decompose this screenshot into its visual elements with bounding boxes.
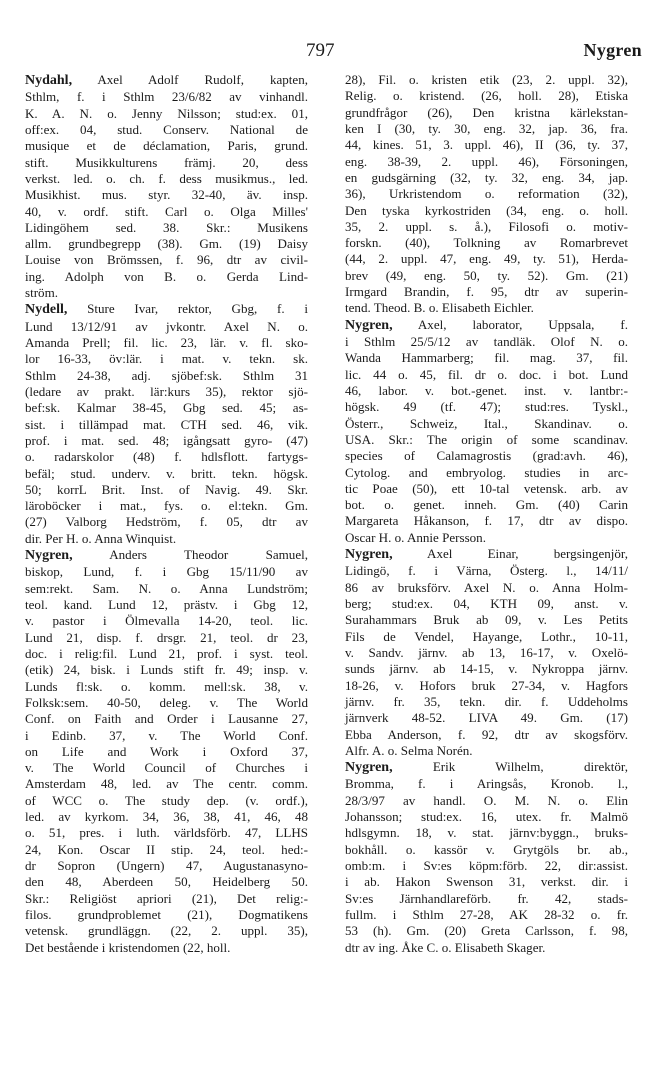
entry-line: tend. Theod. B. o. Elisabeth Eichler. (345, 300, 534, 316)
left-column (25, 72, 308, 956)
entry-line: Musikhist. mus. styr. 32-40, äv. insp. (25, 187, 308, 203)
entry-line: högsk. 49 (tf. 47); stud:res. Tyskl., (345, 399, 628, 415)
entry-line: of WCC o. The study dep. (v. ordf.), (25, 792, 308, 808)
entry-line: den 48, Aberdeen 50, Heidelberg 50. (25, 874, 308, 890)
entry-line: dr Sopron (Ungern) 47, Augustanasyno- (25, 858, 308, 873)
entry-line: vetensk. grundläggn. (22, 2. uppl. 35), (25, 923, 308, 939)
entry-line: off:ex. 04, stud. Conserv. National de (25, 121, 308, 137)
entry-line: grundfrågor (26), Den kristna kärlekstan- (345, 104, 628, 120)
entry-nygren-axel (345, 317, 628, 546)
entry-line: bef:sk. Kalmar 38-45, Gbg sed. 45; as- (25, 400, 308, 416)
entry-nydell-sture-ivar (25, 301, 308, 547)
entry-headline: Nygren, Erik Wilhelm, direktör, (345, 759, 628, 776)
entry-line: 86 av bruksförv. Axel N. o. Anna Holm- (345, 579, 628, 595)
entry-line: (44, 2. uppl. 47, eng. 49, ty. 51), Herda- (345, 251, 628, 267)
entry-line: 40, v. ordf. stift. Carl o. Olga Milles' (25, 203, 308, 219)
entry-headline: Nygren, Axel Einar, bergsingenjör, (345, 546, 628, 563)
entry-line: Relig. o. kristend. (26, holl. 28), Etiska (345, 88, 628, 104)
running-head: Nygren (583, 40, 642, 60)
entry-line: läroböcker i mat., fys. o. el:tekn. Gm. (25, 498, 308, 514)
entry-line: Folksk:sem. 40-50, deleg. v. The World (25, 694, 308, 710)
entry-line: Louise von Brömssen, f. 96, dtr av civil- (25, 252, 308, 268)
entry-headline: Nydahl, Axel Adolf Rudolf, kapten, (25, 72, 308, 88)
entry-line: Margareta Håkanson, f. 17, dtr av dispo. (345, 513, 628, 529)
entry-line: järnv. fr. 35, tekn. dir. f. Uddeholms (345, 693, 628, 709)
entry-line: Amanda Prell; fil. lic. 23, lär. v. fl. sko- (25, 335, 308, 350)
entry-line: brev (49, eng. 50, ty. 52). Gm. (21) (345, 267, 628, 283)
entry-line: (27) Valborg Hedström, f. 05, dtr av (25, 514, 308, 530)
entry-line: ström. (25, 285, 58, 301)
entry-line: 36), Urkristendom o. reformation (32), (345, 186, 628, 202)
entry-line: Johansson; stud:ex. 16, utex. fr. Malmö (345, 809, 628, 825)
entry-line: Wanda Hammarberg; fil. mag. 37, fil. (345, 350, 628, 366)
entry-line: tic Poae (50), ett 10-tal vetensk. arb. av (345, 480, 628, 496)
entry-headline: Nygren, Axel, laborator, Uppsala, f. (345, 316, 628, 333)
entry-line: Alfr. A. o. Selma Norén. (345, 742, 473, 758)
entry-line: 18-26, v. Hofors bruk 27-34, v. Hagfors (345, 677, 628, 693)
entry-line: bokhåll. o. kassör v. Grytgöls br. ab., (345, 841, 628, 857)
entry-nygren-erik-wilhelm (345, 759, 628, 956)
entry-line: i Edinb. 37, v. The World Conf. (25, 727, 308, 743)
entry-nygren-axel-einar (345, 546, 628, 759)
entry-line: i Sthlm 25/5/12 av tandläk. Olof N. o. (345, 334, 628, 349)
entry-line: Skr.: Religiöst apriori (21), Det relig:- (25, 890, 308, 906)
entry-headline: Nygren, Anders Theodor Samuel, (25, 547, 308, 564)
entry-line: 35, 2. uppl. s. å.), Filosofi o. motiv- (345, 218, 628, 234)
entry-line: befäl; stud. underv. v. britt. tekn. högsk. (25, 465, 308, 481)
page-header (0, 40, 664, 66)
entry-line: Amsterdam 48, led. av The centr. comm. (25, 776, 308, 792)
entry-line: hdlsgymn. 18, v. stat. järnv:byggn., bruks- (345, 825, 628, 841)
entry-line: (etik) 24, bisk. i Lunds stift fr. 49; insp. v. (25, 662, 308, 678)
entry-line: berg; stud:ex. 04, KTH 09, anst. v. (345, 596, 628, 611)
entry-line: ken I (30, ty. 30, eng. 32, jap. 36, fra. (345, 120, 628, 136)
entry-line: 44, kines. 51, 3. uppl. 46), II (36, ty. 37, (345, 137, 628, 153)
entry-line: en gudsgärning (32, ty. 32, eng. 34, jap. (345, 169, 628, 185)
entry-line: Ebba Anderson, f. 92, dtr av skogsförv. (345, 726, 628, 742)
entry-line: Irmgard Brandin, f. 95, dtr av superin- (345, 284, 628, 300)
entry-line: Sthlm, f. i Sthlm 23/6/82 av vinhandl. (25, 89, 308, 105)
entry-line: Lunds fl:sk. o. komm. mell:sk. 38, v. (25, 678, 308, 694)
entry-line: lic. 44 o. 45, fil. dr o. doc. i bot. Lund (345, 366, 628, 382)
entry-line: doc. i relig:fil. Lund 21, prof. i syst. teol. (25, 645, 308, 661)
entry-line: Lidingöhem sed. 38. Skr.: Musikens (25, 219, 308, 235)
entry-line: stift. Musikkulturens främj. 20, dess (25, 154, 308, 170)
entry-line: sem:rekt. Sam. N. o. Anna Lundström; (25, 580, 308, 596)
entry-line: ing. Adolph von B. o. Gerda Lind- (25, 268, 308, 284)
entry-line: o. radarskolor (48) f. hdlsflott. fartygs- (25, 449, 308, 465)
page-number: 797 (306, 40, 335, 61)
entry-line: eng. 38-39, 2. uppl. 46), Försoningen, (345, 153, 628, 169)
entry-line: v. Sandv. järnv. ab 13, 16-17, v. Oxelö- (345, 644, 628, 660)
right-column (345, 72, 628, 956)
entry-line: fullm. i Sthlm 27-28, AK 28-32 o. fr. (345, 906, 628, 922)
entry-line: sunds järnv. ab 14-15, v. Nykroppa järnv. (345, 661, 628, 677)
entry-line: K. A. N. o. Jenny Nilsson; stud:ex. 01, (25, 105, 308, 121)
entry-line: filos. grundproblemet (21), Dogmatikens (25, 906, 308, 922)
entry-line: Cytolog. and embryolog. studies in arc- (345, 464, 628, 480)
entry-line: lor 16-33, öv:lär. i mat. v. tekn. sk. (25, 351, 308, 367)
entry-line: (ledare av prakt. lär:kurs 35), rektor sjö- (25, 383, 308, 399)
entry-line: 28/3/97 av handl. O. M. N. o. Elin (345, 792, 628, 808)
entry-line: Lund 13/12/91 av jvkontr. Axel N. o. (25, 318, 308, 334)
entry-headline: 28), Fil. o. kristen etik (23, 2. uppl. 32), (345, 72, 628, 87)
entry-line: Den tyska kyrkostriden (34, eng. o. holl. (345, 202, 628, 218)
entry-line: Sthlm 24-38, adj. sjöbef:sk. Sthlm 31 (25, 367, 308, 383)
entry-line: Surahammars Bruk ab 09, v. Les Petits (345, 612, 628, 628)
entry-headline: Nydell, Sture Ivar, rektor, Gbg, f. i (25, 301, 308, 318)
entry-nydahl-axel-adolf-rudolf (25, 72, 308, 301)
entry-line: bot. o. genet. inneh. Gm. (40) Carin (345, 497, 628, 513)
entry-line: Bromma, f. i Aringsås, Kronob. l., (345, 776, 628, 792)
entry-line: led. av kyrkom. 34, 36, 38, 41, 46, 48 (25, 809, 308, 825)
entry-line: Lund 21, disp. f. drsgr. 21, teol. dr 23, (25, 629, 308, 645)
entry-line: omb:m. i Sv:es köpm:förb. 22, dir:assist. (345, 858, 628, 873)
entry-line: allm. grundbegrepp (38). Gm. (19) Daisy (25, 236, 308, 252)
entry-line: 46, labor. v. bot.-genet. inst. v. lantbr:- (345, 382, 628, 398)
entry-line: dtr av ing. Åke C. o. Elisabeth Skager. (345, 939, 546, 955)
entry-line: teol. kand. Lund 12, prästv. i Gbg 12, (25, 597, 308, 612)
entry-nygren-anders-theodor-samuel (25, 547, 308, 956)
entry-line: v. pastor i Ölmevalla 14-20, teol. lic. (25, 613, 308, 629)
entry-line: Österr., Schweiz, Ital., Skandinav. o. (345, 415, 628, 431)
entry-line: musique et de déclamation, Paris, grund. (25, 138, 308, 154)
entry-line: Det bestående i kristendomen (22, holl. (25, 939, 231, 955)
entry-line: Conf. on Faith and Order i Lausanne 27, (25, 711, 308, 727)
entry-line: Fils de Vendel, Hayange, Lothr., 10-11, (345, 628, 628, 644)
entry-line: o. 51, pres. i luth. världsförb. 47, LLHS (25, 825, 308, 841)
entry-line: dir. Per H. o. Anna Winquist. (25, 530, 177, 546)
entry-line: verkst. led. o. ch. f. dess musikmus., led. (25, 170, 308, 186)
entry-line: v. The World Council of Churches i (25, 760, 308, 776)
entry-line: 24, Kon. Oscar II stip. 24, teol. hed:- (25, 841, 308, 857)
entry-line: järnverk 48-52. LIVA 49. Gm. (17) (345, 710, 628, 726)
entry-line: 50; korrL Brit. Inst. of Navig. 49. Skr. (25, 481, 308, 497)
entry-line: Lidingö, f. i Värna, Österg. l., 14/11/ (345, 563, 628, 579)
entry-line: biskop, Lund, f. i Gbg 15/11/90 av (25, 564, 308, 580)
entry-line: 53 (h). Gm. (20) Greta Carlsson, f. 98, (345, 923, 628, 939)
entry-line: prof. i mat. sed. 48; igångsatt gyro- (47) (25, 432, 308, 448)
entry-nygren-anders-continued (345, 72, 628, 317)
entry-line: sist. i tillämpad mat. CTH sed. 46, vik. (25, 416, 308, 432)
entry-line: i ab. Hakon Swenson 31, verkst. dir. i (345, 874, 628, 890)
entry-line: USA. Skr.: The origin of some scandinav. (345, 431, 628, 447)
entry-line: species of Calamagrostis (grad:avh. 46), (345, 448, 628, 464)
entry-line: on Life and Work i Oxford 37, (25, 743, 308, 759)
entry-line: Oscar H. o. Annie Persson. (345, 529, 486, 545)
entry-line: forskn. (40), Tolkning av Romarbrevet (345, 235, 628, 251)
entry-line: Sv:es Järnhandlareförb. fr. 42, stads- (345, 890, 628, 906)
